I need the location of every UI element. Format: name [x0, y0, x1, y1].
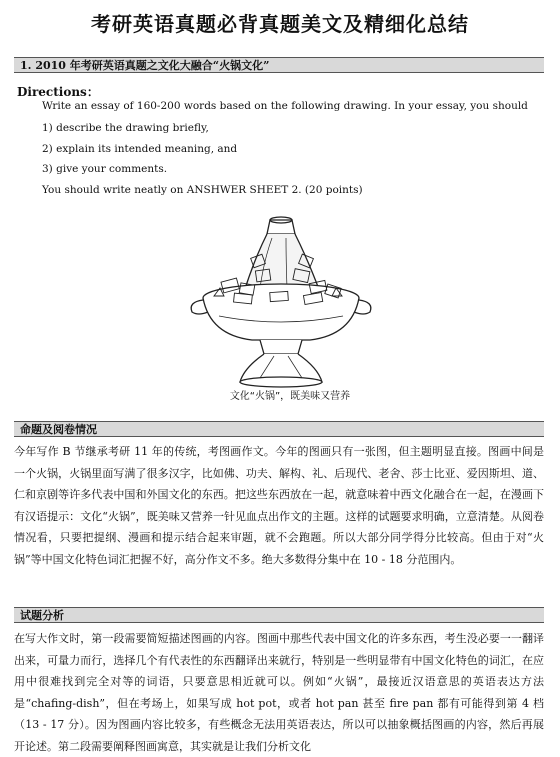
- document-title: 考研英语真题必背真题美文及精细化总结: [91, 12, 469, 36]
- analysis-paragraph: 在写大作文时，第一段需要简短描述图画的内容。图画中那些代表中国文化的许多东西，考生没必要一一翻译出来，可量力而行，选择几个有代表性的东西翻译出来就行，特别是一些明显带有中国文化特色的词汇，在应用中很难找到完全对等的词语，只要意思相近就可以。例如“火锅”，最接近汉语意思的英语表达方法是“chafing-dish”，但在考场上，如果写成 hot pot，或者 hot pan 甚至 fire pan 都有可能得到第 4 档（13 - 17 分）。因为图画内容比较多，有些概念无法用英语表达，所以可以抽象概括图画的内容，然后再展开论述。第二段需要阐释图画寓意，其实就是让我们分析文化: [14, 632, 544, 753]
- grading-paragraph: 今年写作 B 节继承考研 11 年的传统，考图画作文。今年的图画只有一张图，但主题明显直接。图画中间是一个火锅，火锅里面写满了很多汉字，比如佛、功夫、解构、礼、后现代、老舍、莎士比亚、爱因斯坦、道、仁和京剧等许多代表中国和外国文化的东西。把这些东西放在一起，就意味着中西文化融合在一起，在漫画下有汉语提示：文化“火锅”，既美味又营养一针见血点出作文的主题。这样的试题要求明确，立意清楚。从阅卷情况看，只要把提纲、漫画和提示结合起来审题，就不会跑题。所以大部分同学得分比较高。但由于对“火锅”等中国文化特色词汇把握不好，高分作文不多。绝大多数得分集中在 10 - 18 分范围内。: [14, 445, 544, 566]
- directions-line: You should write neatly on ANSHWER SHEET 2. (20 points): [42, 184, 363, 196]
- directions-line: 3) give your comments.: [42, 163, 168, 175]
- section-heading-analysis: 试题分析: [14, 607, 544, 623]
- directions-line: 1) describe the drawing briefly,: [42, 122, 209, 134]
- directions-line: 2) explain its intended meaning, and: [42, 143, 238, 155]
- figure-caption: 文化“火锅”，既美味又营养: [229, 391, 351, 402]
- directions-line: Write an essay of 160-200 words based on the following drawing. In your essay, you should: [42, 100, 528, 112]
- hot-pot-drawing: [174, 200, 388, 398]
- section-heading-grading: 命题及阅卷情况: [14, 421, 544, 437]
- directions-label: Directions：: [17, 85, 99, 99]
- section-heading-essay: 1. 2010 年考研英语真题之文化大融合“火锅文化”: [14, 57, 544, 73]
